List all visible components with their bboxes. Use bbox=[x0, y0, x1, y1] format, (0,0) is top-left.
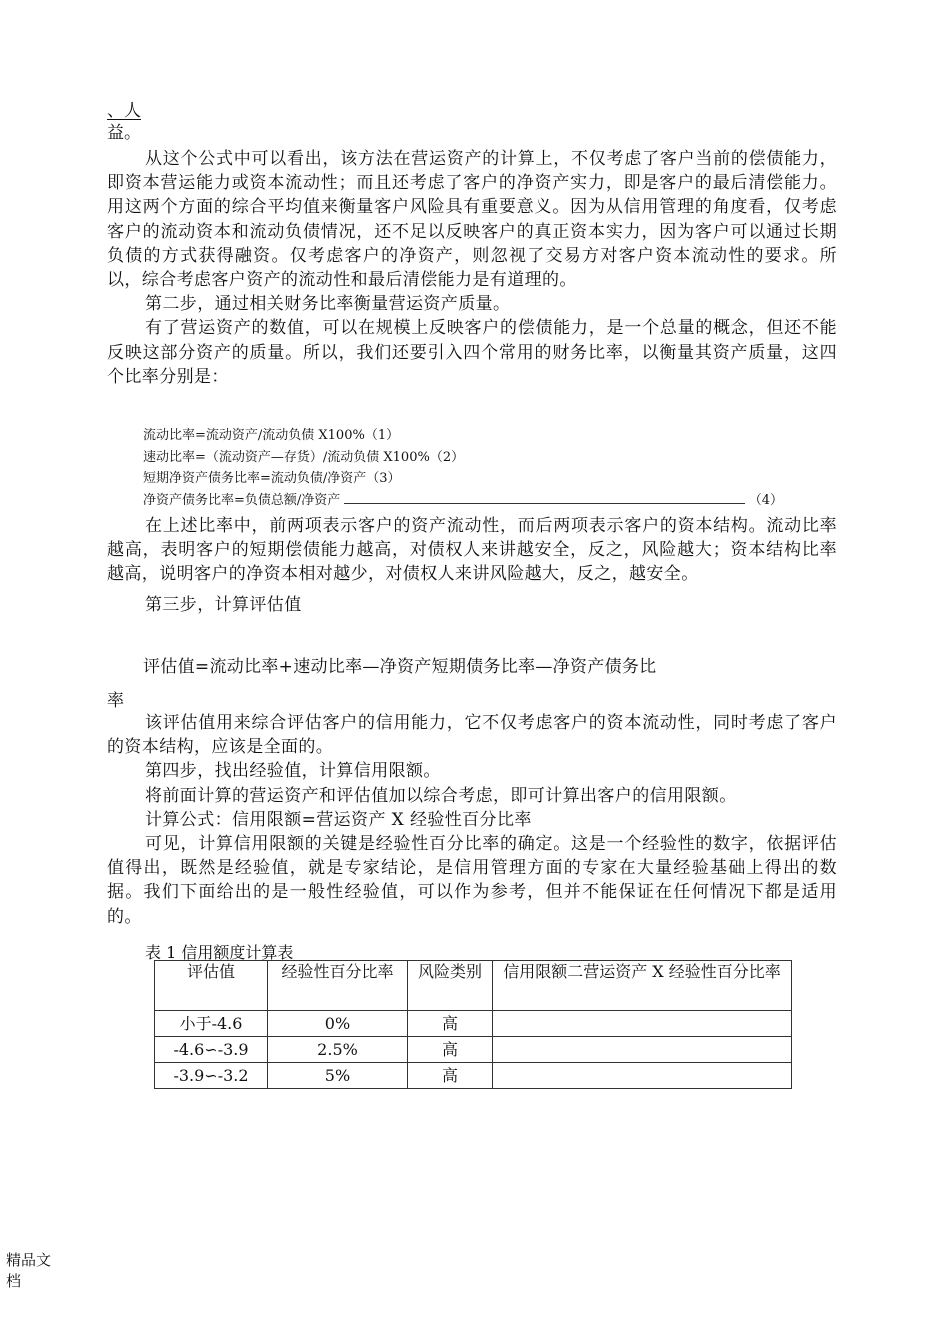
formula-short-term-debt-ratio: 短期净资产债务比率=流动负债/净资产（3） bbox=[143, 471, 401, 486]
evaluation-formula-tail: 率 bbox=[107, 691, 124, 711]
cell-evaluation: -4.6∽-3.9 bbox=[155, 1037, 268, 1063]
table-row bbox=[155, 1063, 792, 1089]
continued-line: 益。 bbox=[107, 123, 141, 143]
table-row bbox=[155, 1011, 792, 1037]
table-header-row bbox=[155, 961, 792, 1011]
paragraph-formula-analysis: 从这个公式中可以看出，该方法在营运资产的计算上，不仅考虑了客户当前的偿债能力，即资本营运能力或资本流动性；而且还考虑了客户的净资产实力，即是客户的最后清偿能力。用这两个方面的综合平均值来衡量客户风险具有重要意义。因为从信用管理的角度看，仅考虑客户的流动资本和流动负债情况，还不足以反映客户的真正资本实力，因为客户可以通过长期负债的方式获得融资。仅考虑客户的净资产，则忽视了交易方对客户资本流动性的要求。所以，综合考虑客户资产的流动性和最后清偿能力是有道理的。 bbox=[107, 149, 837, 291]
paragraph-ratio-explanation: 在上述比率中，前两项表示客户的资产流动性，而后两项表示客户的资本结构。流动比率越高，表明客户的短期偿债能力越高，对债权人来讲越安全，反之，风险越大；资本结构比率越高，说明客户的净资本相对越少，对债权人来讲风险越大，反之，越安全。 bbox=[107, 516, 837, 585]
cell-percentage: 0% bbox=[268, 1011, 408, 1037]
header-risk-category: 风险类别 bbox=[408, 961, 493, 1011]
cell-risk: 高 bbox=[408, 1037, 493, 1063]
credit-limit-table bbox=[154, 960, 792, 1089]
formula-4-number: （4） bbox=[748, 492, 783, 508]
header-evaluation: 评估值 bbox=[155, 961, 268, 1011]
table-row bbox=[155, 1037, 792, 1063]
cell-percentage: 5% bbox=[268, 1063, 408, 1089]
evaluation-formula: 评估值=流动比率+速动比率—净资产短期债务比率—净资产债务比 bbox=[143, 657, 657, 677]
paragraph-experience-value: 可见，计算信用限额的关键是经验性百分比率的确定。这是一个经验性的数字，依据评估值得出，既然是经验值，就是专家结论，是信用管理方面的专家在大量经验基础上得出的数据。我们下面给出的是一般性经验值，可以作为参考，但并不能保证在任何情况下都是适用的。 bbox=[107, 834, 837, 927]
section-part-2 bbox=[107, 514, 837, 617]
paragraph-evaluation-meaning: 该评估值用来综合评估客户的信用能力，它不仅考虑客户的资本流动性，同时考虑了客户的资本结构，应该是全面的。 bbox=[107, 713, 837, 758]
formula-quick-ratio: 速动比率=（流动资产—存货）/流动负债 X100%（2） bbox=[143, 449, 465, 465]
cell-evaluation: 小于-4.6 bbox=[155, 1011, 268, 1037]
cell-credit-limit bbox=[493, 1011, 792, 1037]
formula-4-leader-line bbox=[344, 503, 744, 504]
cell-evaluation: -3.9∽-3.2 bbox=[155, 1063, 268, 1089]
section-part-1 bbox=[107, 147, 837, 389]
formula-current-ratio: 流动比率=流动资产/流动负债 X100%（1） bbox=[143, 428, 400, 443]
ratio-formulas bbox=[143, 425, 783, 511]
step-3-heading: 第三步，计算评估值 bbox=[145, 594, 302, 615]
page-head bbox=[107, 100, 141, 144]
cell-risk: 高 bbox=[408, 1063, 493, 1089]
section-part-3 bbox=[107, 711, 837, 929]
step-4-heading: 第四步，找出经验值，计算信用限额。 bbox=[145, 761, 441, 782]
header-percentage: 经验性百分比率 bbox=[268, 961, 408, 1011]
paragraph-combine: 将前面计算的营运资产和评估值加以综合考虑，即可计算出客户的信用限额。 bbox=[145, 785, 737, 806]
paragraph-asset-quality: 有了营运资产的数值，可以在规模上反映客户的偿债能力，是一个总量的概念，但还不能反映这部分资产的质量。所以，我们还要引入四个常用的财务比率，以衡量其资产质量，这四个比率分别是： bbox=[107, 318, 837, 387]
header-credit-limit: 信用限额二营运资产 X 经验性百分比率 bbox=[493, 961, 792, 1011]
formula-net-asset-debt-ratio bbox=[143, 490, 783, 512]
formula-4-text: 净资产债务比率=负债总额/净资产 bbox=[143, 492, 341, 508]
table-caption: 表 1 信用额度计算表 bbox=[145, 943, 294, 962]
footer-watermark: 精品文档 bbox=[6, 1251, 52, 1290]
formula-credit-limit: 计算公式：信用限额=营运资产 X 经验性百分比率 bbox=[145, 809, 532, 830]
cell-credit-limit bbox=[493, 1063, 792, 1089]
cell-credit-limit bbox=[493, 1037, 792, 1063]
step-2-heading: 第二步，通过相关财务比率衡量营运资产质量。 bbox=[145, 294, 511, 315]
cell-percentage: 2.5% bbox=[268, 1037, 408, 1063]
cell-risk: 高 bbox=[408, 1011, 493, 1037]
top-mark: 、人 bbox=[107, 101, 141, 121]
